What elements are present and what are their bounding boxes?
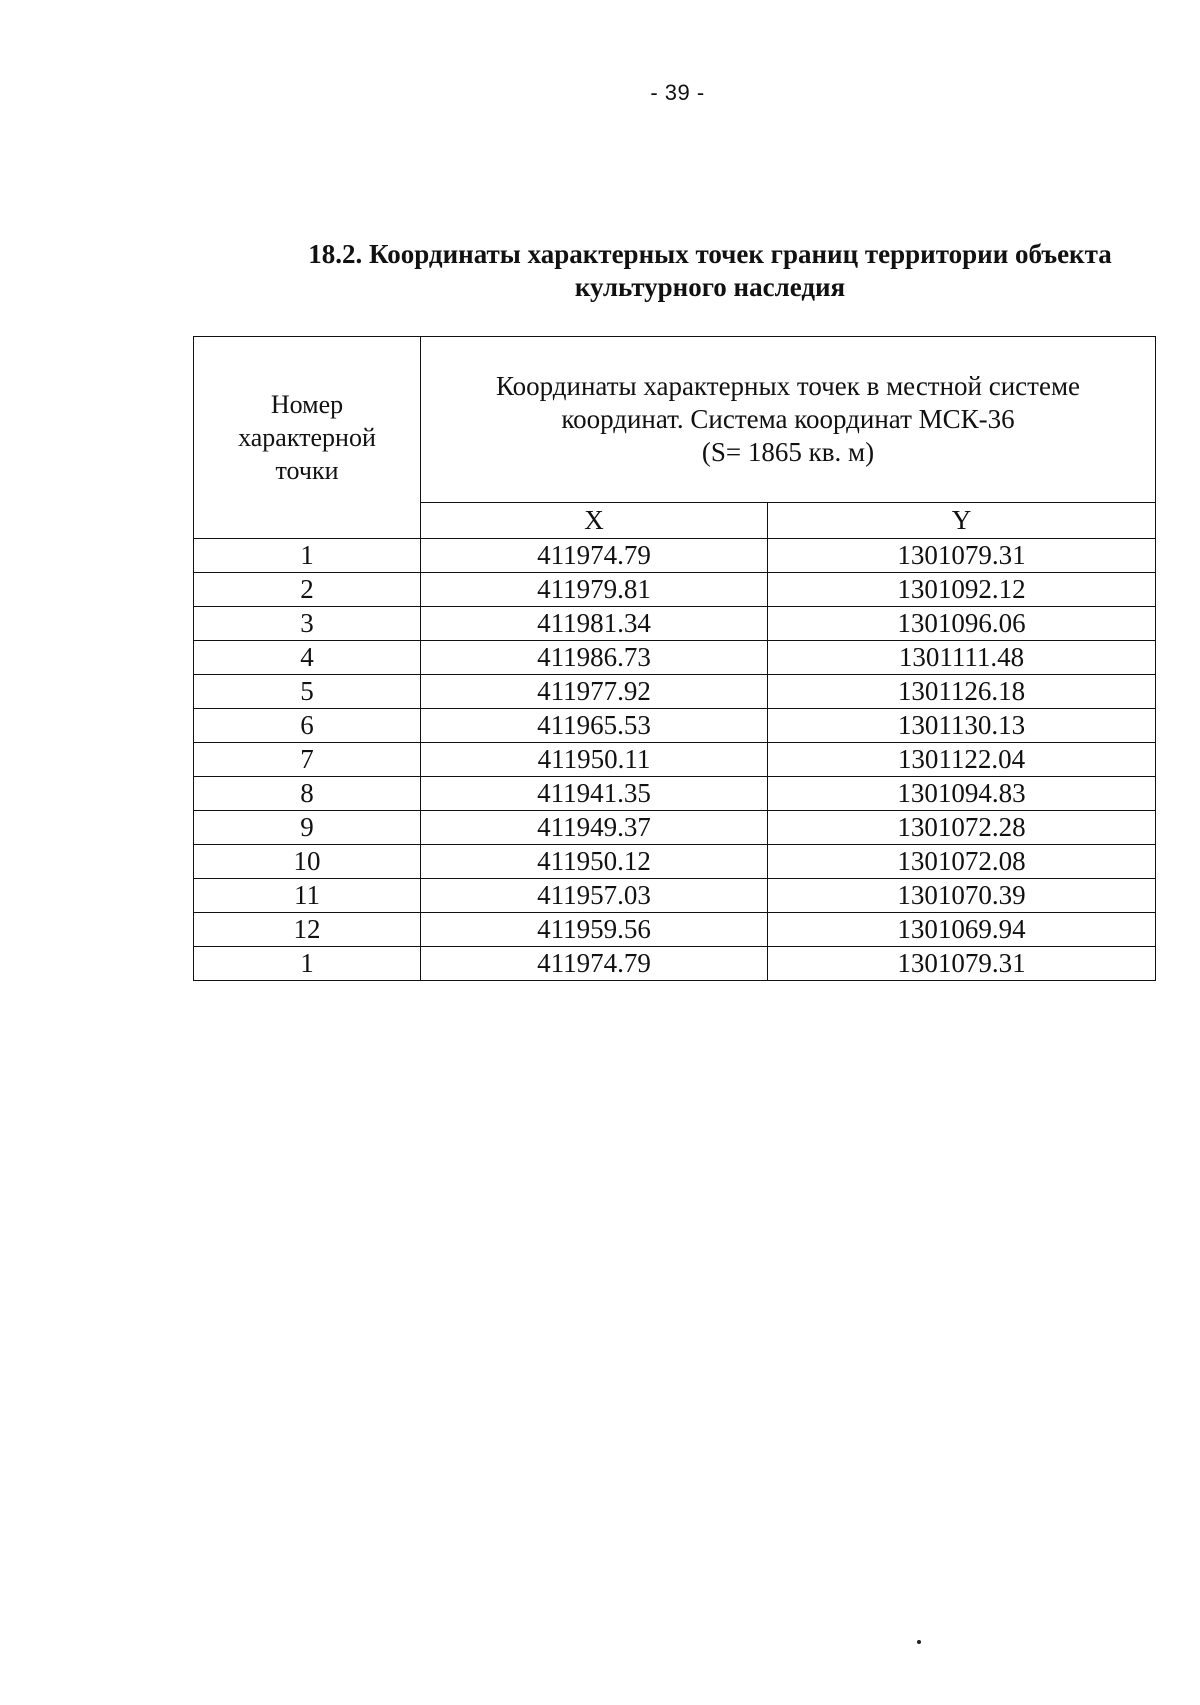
x-coordinate-cell: 411941.35: [421, 777, 768, 811]
y-coordinate-cell: 1301130.13: [768, 709, 1156, 743]
table-row: [194, 709, 1156, 743]
section-title-line-2: культурного наследия: [574, 272, 846, 302]
coordinates-table: [193, 336, 1156, 981]
x-coordinate-cell: 411981.34: [421, 607, 768, 641]
x-coordinate-cell: 411977.92: [421, 675, 768, 709]
table-row: [194, 539, 1156, 573]
point-number-cell: 3: [194, 607, 421, 641]
x-coordinate-cell: 411965.53: [421, 709, 768, 743]
point-number-cell: 12: [194, 913, 421, 947]
x-coordinate-cell: 411974.79: [421, 947, 768, 981]
y-coordinate-cell: 1301094.83: [768, 777, 1156, 811]
point-number-cell: 8: [194, 777, 421, 811]
point-number-cell: 5: [194, 675, 421, 709]
y-coordinate-cell: 1301079.31: [768, 539, 1156, 573]
section-title: [260, 238, 1160, 304]
header-coordinates: [421, 337, 1156, 503]
table-header-row: [194, 337, 1156, 503]
header-coordinates-line: (S= 1865 кв. м): [701, 437, 875, 467]
table-row: [194, 675, 1156, 709]
x-coordinate-cell: 411950.12: [421, 845, 768, 879]
x-coordinate-cell: 411950.11: [421, 743, 768, 777]
y-coordinate-cell: 1301069.94: [768, 913, 1156, 947]
header-coordinates-line: координат. Система координат МСК-36: [561, 404, 1015, 434]
section-title-line-1: 18.2. Координаты характерных точек границ территории объекта: [308, 239, 1112, 269]
y-coordinate-cell: 1301072.28: [768, 811, 1156, 845]
table-row: [194, 913, 1156, 947]
table-row: [194, 607, 1156, 641]
y-coordinate-cell: 1301126.18: [768, 675, 1156, 709]
point-number-cell: 11: [194, 879, 421, 913]
point-number-cell: 2: [194, 573, 421, 607]
header-y: Y: [768, 503, 1156, 539]
page-number: - 39 -: [650, 80, 705, 105]
y-coordinate-cell: 1301111.48: [768, 641, 1156, 675]
y-coordinate-cell: 1301092.12: [768, 573, 1156, 607]
header-point-line: Номер: [270, 390, 344, 419]
x-coordinate-cell: 411974.79: [421, 539, 768, 573]
header-coordinates-line: Координаты характерных точек в местной системе: [495, 371, 1081, 401]
y-coordinate-cell: 1301070.39: [768, 879, 1156, 913]
header-point-line: характерной: [238, 423, 376, 452]
point-number-cell: 4: [194, 641, 421, 675]
table-row: [194, 573, 1156, 607]
header-x: X: [421, 503, 768, 539]
point-number-cell: 10: [194, 845, 421, 879]
table-row: [194, 777, 1156, 811]
point-number-cell: 9: [194, 811, 421, 845]
x-coordinate-cell: 411959.56: [421, 913, 768, 947]
table-row: [194, 811, 1156, 845]
table-body: [194, 539, 1156, 981]
y-coordinate-cell: 1301096.06: [768, 607, 1156, 641]
table-row: [194, 641, 1156, 675]
header-point-number: [194, 337, 421, 539]
table-row: [194, 743, 1156, 777]
point-number-cell: 1: [194, 947, 421, 981]
scan-dot: [917, 1640, 921, 1644]
y-coordinate-cell: 1301079.31: [768, 947, 1156, 981]
x-coordinate-cell: 411949.37: [421, 811, 768, 845]
point-number-cell: 6: [194, 709, 421, 743]
point-number-cell: 1: [194, 539, 421, 573]
table-row: [194, 947, 1156, 981]
point-number-cell: 7: [194, 743, 421, 777]
x-coordinate-cell: 411986.73: [421, 641, 768, 675]
y-coordinate-cell: 1301122.04: [768, 743, 1156, 777]
table-row: [194, 879, 1156, 913]
x-coordinate-cell: 411957.03: [421, 879, 768, 913]
table-row: [194, 845, 1156, 879]
x-coordinate-cell: 411979.81: [421, 573, 768, 607]
y-coordinate-cell: 1301072.08: [768, 845, 1156, 879]
header-point-line: точки: [275, 456, 339, 485]
